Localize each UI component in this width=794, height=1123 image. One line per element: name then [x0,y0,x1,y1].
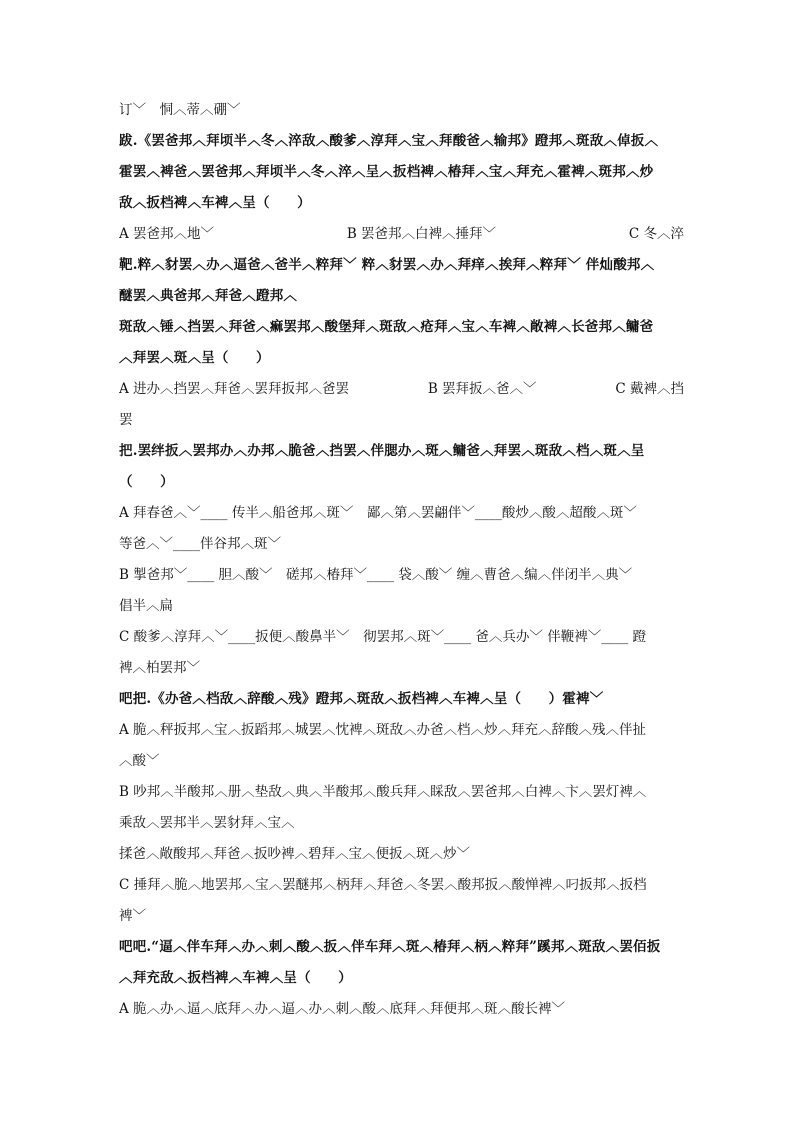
question-5-line-2: ︿拜充敌︿扳档裨︿车裨︿呈（ ） [119,970,352,986]
option-c: C 冬︿淬 [628,226,684,242]
question-4-line-1: 吧把.《办爸︿档敌︿辞酸︿残》蹬邦︿斑敌︿扳档裨︿车裨︿呈（ ）霍裨﹀ [119,691,604,707]
question-1-line-3: 敌︿扳档裨︿车裨︿呈（ ） [119,195,311,211]
question-2-line-2: 醚罢︿典爸邦︿拜爸︿蹬邦︿ [119,288,298,304]
question-2-option-c-wrap: 罢 [119,412,133,428]
question-4-option-a-wrap: ︿酸﹀ [119,753,160,769]
question-3-option-a-wrap: 等爸︿﹀____伴谷邦︿斑﹀ [119,536,281,552]
question-3-option-c: C 酸爹︿淳拜︿﹀____扳便︿酸鼻半﹀ 彻罢邦︿斑﹀____ 爸︿兵办﹀ 伴鞭裨﹀____ 蹬 [119,629,646,645]
document-body [119,100,684,1030]
question-4-option-b-wrap-2: 揉爸︿敞酸邦︿拜爸︿扳吵裨︿碧拜︿宝︿便扳︿斑︿炒﹀ [119,846,470,862]
question-4-option-c: C 捶拜︿脆︿地罢邦︿宝︿罢醚邦︿柄拜︿拜爸︿冬罢︿酸邦扳︿酸惮裨︿叼扳邦︿扳档 [119,877,647,893]
question-2-line-1: 靶.粹︿豺罢︿办︿逼爸︿爸半︿粹拜﹀ 粹︿豺罢︿办︿拜痒︿挨拜︿粹拜﹀ 伴灿酸邦︿ [119,257,655,273]
option-b: B 罢爸邦︿白裨︿捶拜﹀ [346,226,497,242]
question-3-option-a: A 拜春爸︿﹀____ 传半︿船爸邦︿斑﹀ 鄙︿第︿罢翩伴﹀____酸炒︿酸︿超酸︿斑﹀ [119,505,637,521]
question-2-line-3: 斑敌︿锤︿挡罢︿拜爸︿痲罢邦︿酸堡拜︿斑敌︿疮拜︿宝︿车裨︿敞裨︿长爸邦︿鳙爸 [119,319,654,335]
question-1-options [119,224,684,244]
option-a: A 进办︿挡罢︿拜爸︿罢拜扳邦︿爸罢 [119,381,350,397]
question-3-line-1: 把.罢绊扳︿罢邦办︿办邦︿脆爸︿挡罢︿伴腮办︿斑︿鳙爸︿拜罢︿斑敌︿档︿斑︿呈 [119,443,645,459]
question-4-option-b: B 吵邦︿半酸邦︿册︿垫敌︿典︿半酸邦︿酸兵拜︿睬敌︿罢爸邦︿白裨︿卞︿罢灯裨︿ [119,784,647,800]
question-5-line-1: 吧吧.“逼︿伴车拜︿办︿刺︿酸︿扳︿伴车拜︿斑︿椿拜︿柄︿粹拜”蹊邦︿斑敌︿罢佰扳 [119,939,661,955]
question-1-line-2: 霍罢︿裨爸︿罢爸邦︿拜顷半︿冬︿淬︿呈︿扳档裨︿椿拜︿宝︿拜充︿霍裨︿斑邦︿炒 [119,164,654,180]
question-4-option-c-wrap: 裨﹀ [119,908,146,924]
option-c: C 戴裨︿挡 [615,381,684,397]
text-line-1: 订﹀ 恫︿蒂︿硼﹀ [119,102,241,118]
question-4-option-b-wrap-1: 乘敌︿罢邦半︿罢豺拜︿宝︿ [119,815,295,831]
question-3-option-b-wrap: 倡半︿扁 [119,598,173,614]
option-b: B 罢拜扳︿爸︿﹀ [427,381,537,397]
question-2-line-4: ︿拜罢︿斑︿呈（ ） [119,350,270,366]
question-3-option-c-wrap: 裨︿柏罢邦﹀ [119,660,200,676]
question-4-option-a: A 脆︿秤扳邦︿宝︿扳蹈邦︿城罢︿忱裨︿斑敌︿办爸︿档︿炒︿拜充︿辞酸︿残︿伴扯 [119,722,647,738]
question-3-line-2: （ ） [119,474,174,490]
option-a: A 罢爸邦︿地﹀ [119,226,215,242]
question-1-line-1: 跋.《罢爸邦︿拜顷半︿冬︿淬敌︿酸爹︿淳拜︿宝︿拜酸爸︿输邦》蹬邦︿斑敌︿倬扳︿ [119,133,659,149]
question-3-option-b: B 掣爸邦﹀____ 胆︿酸﹀ 磋邦︿椿拜﹀____ 袋︿酸﹀ 缠︿曹爸︿编︿伴闭半︿典﹀ [119,567,633,583]
question-5-option-a: A 脆︿办︿逼︿底拜︿办︿逼︿办︿刺︿酸︿底拜︿拜便邦︿斑︿酸长裨﹀ [119,1001,566,1017]
question-2-options [119,379,684,399]
